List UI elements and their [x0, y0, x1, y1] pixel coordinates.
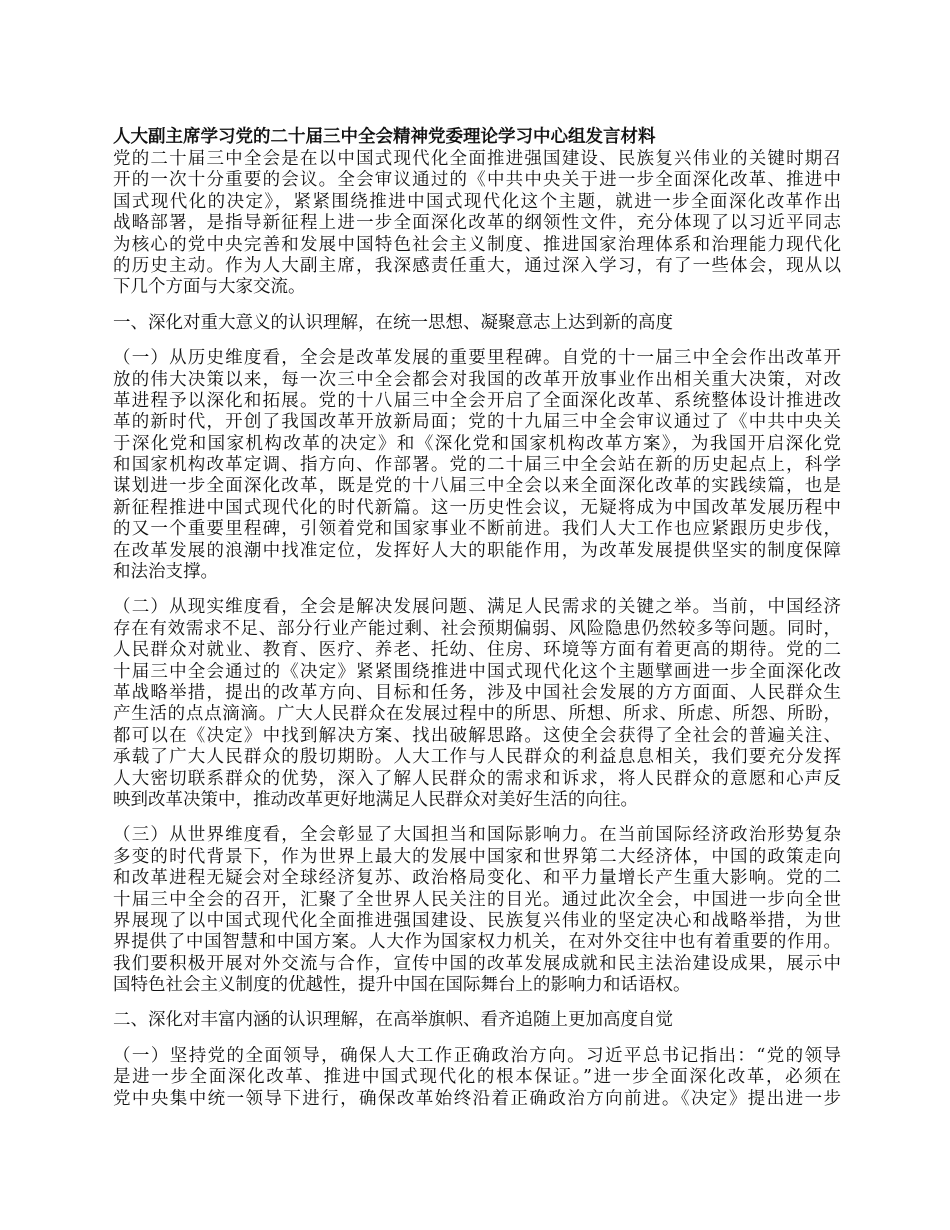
document-page: [113, 126, 841, 1124]
paragraph-historical-dimension: [113, 348, 841, 583]
text-line: 界展现了以中国式现代化全面推进强国建设、民族复兴伟业的坚定决心和战略举措，为世: [113, 910, 841, 931]
intro-paragraph: [113, 149, 841, 299]
text-line: 党中央集中统一领导下进行，确保改革始终沿着正确政治方向前进。《决定》提出进一步: [113, 1088, 841, 1109]
text-line: 的又一个重要里程碑，引领着党和国家事业不断前进。我们人大工作也应紧跟历史步伐，: [113, 519, 841, 540]
text-line: 下几个方面与大家交流。: [113, 277, 306, 298]
text-line: （一）从历史维度看，全会是改革发展的重要里程碑。自党的十一届三中全会作出改革开: [113, 348, 841, 369]
text-line: 党的二十届三中全会是在以中国式现代化全面推进强国建设、民族复兴伟业的关键时期召: [113, 149, 841, 169]
text-line: 多变的时代背景下，作为世界上最大的发展中国家和世界第二大经济体，中国的政策走向: [113, 846, 841, 867]
text-line: 我们要积极开展对外交流与合作，宣传中国的改革发展成就和民主法治建设成果，展示中: [113, 953, 841, 974]
text-line: （三）从世界维度看，全会彰显了大国担当和国际影响力。在当前国际经济政治形势复杂: [113, 825, 841, 846]
section-heading-1: 一、深化对重大意义的认识理解，在统一思想、凝聚意志上达到新的高度: [113, 312, 673, 333]
text-line: 人大密切联系群众的优势，深入了解人民群众的需求和诉求，将人民群众的意愿和心声反: [113, 768, 841, 789]
text-line: 国特色社会主义制度的优越性，提升中国在国际舞台上的影响力和话语权。: [113, 975, 691, 996]
text-line: 在改革发展的浪潮中找准定位，发挥好人大的职能作用，为改革发展提供坚实的制度保障: [113, 540, 841, 561]
paragraph-party-leadership: [113, 1046, 841, 1110]
text-line: 于深化党和国家机构改革的决定》和《深化党和国家机构改革方案》，为我国开启深化党: [113, 433, 841, 454]
text-line: 的历史主动。作为人大副主席，我深感责任重大，通过深入学习，有了一些体会，现从以: [113, 255, 841, 276]
text-line: 新征程推进中国式现代化的时代新篇。这一历史性会议，无疑将成为中国改革发展历程中: [113, 497, 841, 518]
text-line: （二）从现实维度看，全会是解决发展问题、满足人民需求的关键之举。当前，中国经济: [113, 597, 841, 618]
text-line: 界提供了中国智慧和中国方案。人大作为国家权力机关，在对外交往中也有着重要的作用。: [113, 932, 841, 953]
text-line: 人民群众对就业、教育、医疗、养老、托幼、住房、环境等方面有着更高的期待。党的二: [113, 640, 841, 661]
text-line: 是进一步全面深化改革、推进中国式现代化的根本保证。”进一步全面深化改革，必须在: [113, 1067, 841, 1088]
text-line: 产生活的点点滴滴。广大人民群众在发展过程中的所思、所想、所求、所虑、所怨、所盼，: [113, 704, 841, 725]
section-heading-2: 二、深化对丰富内涵的认识理解，在高举旗帜、看齐追随上更加高度自觉: [113, 1010, 673, 1031]
text-line: 映到改革决策中，推动改革更好地满足人民群众对美好生活的向往。: [113, 789, 638, 810]
text-line: 放的伟大决策以来，每一次三中全会都会对我国的改革开放事业作出相关重大决策，对改: [113, 369, 841, 390]
paragraph-practical-dimension: [113, 597, 841, 811]
text-line: 和改革进程无疑会对全球经济复苏、政治格局变化、和平力量增长产生重大影响。党的二: [113, 868, 841, 889]
text-line: 国式现代化的决定》，紧紧围绕推进中国式现代化这个主题，就进一步全面深化改革作出: [113, 191, 841, 212]
text-line: 十届三中全会的召开，汇聚了全世界人民关注的目光。通过此次全会，中国进一步向全世: [113, 889, 841, 910]
text-line: 为核心的党中央完善和发展中国特色社会主义制度、推进国家治理体系和治理能力现代化: [113, 234, 841, 255]
text-line: 十届三中全会通过的《决定》紧紧围绕推进中国式现代化这个主题擘画进一步全面深化改: [113, 661, 841, 682]
text-line: 开的一次十分重要的会议。全会审议通过的《中共中央关于进一步全面深化改革、推进中: [113, 170, 841, 191]
paragraph-world-dimension: [113, 825, 841, 996]
text-line: 战略部署，是指导新征程上进一步全面深化改革的纲领性文件，充分体现了以习近平同志: [113, 213, 841, 234]
text-line: 谋划进一步全面深化改革，既是党的十八届三中全会以来全面深化改革的实践续篇，也是: [113, 476, 841, 497]
text-line: 革战略举措，提出的改革方向、目标和任务，涉及中国社会发展的方方面面、人民群众生: [113, 683, 841, 703]
text-line: 都可以在《决定》中找到解决方案、找出破解思路。这使全会获得了全社会的普遍关注、: [113, 725, 841, 746]
document-title: 人大副主席学习党的二十届三中全会精神党委理论学习中心组发言材料: [113, 127, 656, 147]
text-line: 承载了广大人民群众的殷切期盼。人大工作与人民群众的利益息息相关，我们要充分发挥: [113, 747, 841, 768]
text-line: 和国家机构改革定调、指方向、作部署。党的二十届三中全会站在新的历史起点上，科学: [113, 455, 841, 476]
text-line: 革进程予以深化和拓展。党的十八届三中全会开启了全面深化改革、系统整体设计推进改: [113, 390, 841, 411]
text-line: 革的新时代，开创了我国改革开放新局面；党的十九届三中全会审议通过了《中共中央关: [113, 412, 841, 433]
text-line: 和法治支撑。: [113, 562, 218, 583]
text-line: （一）坚持党的全面领导，确保人大工作正确政治方向。习近平总书记指出：“党的领导: [113, 1045, 841, 1066]
text-line: 存在有效需求不足、部分行业产能过剩、社会预期偏弱、风险隐患仍然较多等问题。同时，: [113, 618, 841, 639]
